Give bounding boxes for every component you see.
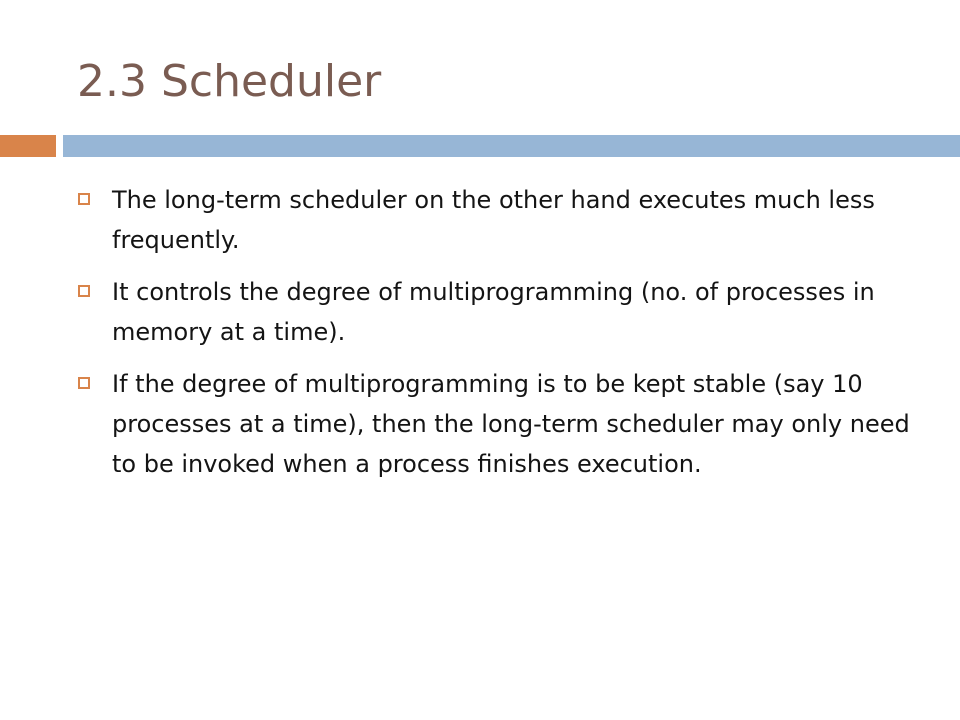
title-rule-bar: [63, 135, 960, 157]
bullet-item: [75, 180, 915, 260]
bullet-text: The long-term scheduler on the other hand executes much less frequently.: [112, 186, 875, 254]
bullet-item: [75, 364, 915, 484]
bullet-text: If the degree of multiprogramming is to be kept stable (say 10 processes at a time), then the long-term scheduler may only need to be invoked when a process finishes execution.: [112, 370, 910, 478]
hollow-square-bullet-icon: [78, 193, 90, 205]
hollow-square-bullet-icon: [78, 377, 90, 389]
hollow-square-bullet-icon: [78, 285, 90, 297]
bullet-text: It controls the degree of multiprogramming (no. of processes in memory at a time).: [112, 278, 875, 346]
bullet-list: [75, 180, 915, 496]
bullet-item: [75, 272, 915, 352]
title-accent-bar: [0, 135, 56, 157]
slide-title: 2.3 Scheduler: [77, 56, 382, 107]
